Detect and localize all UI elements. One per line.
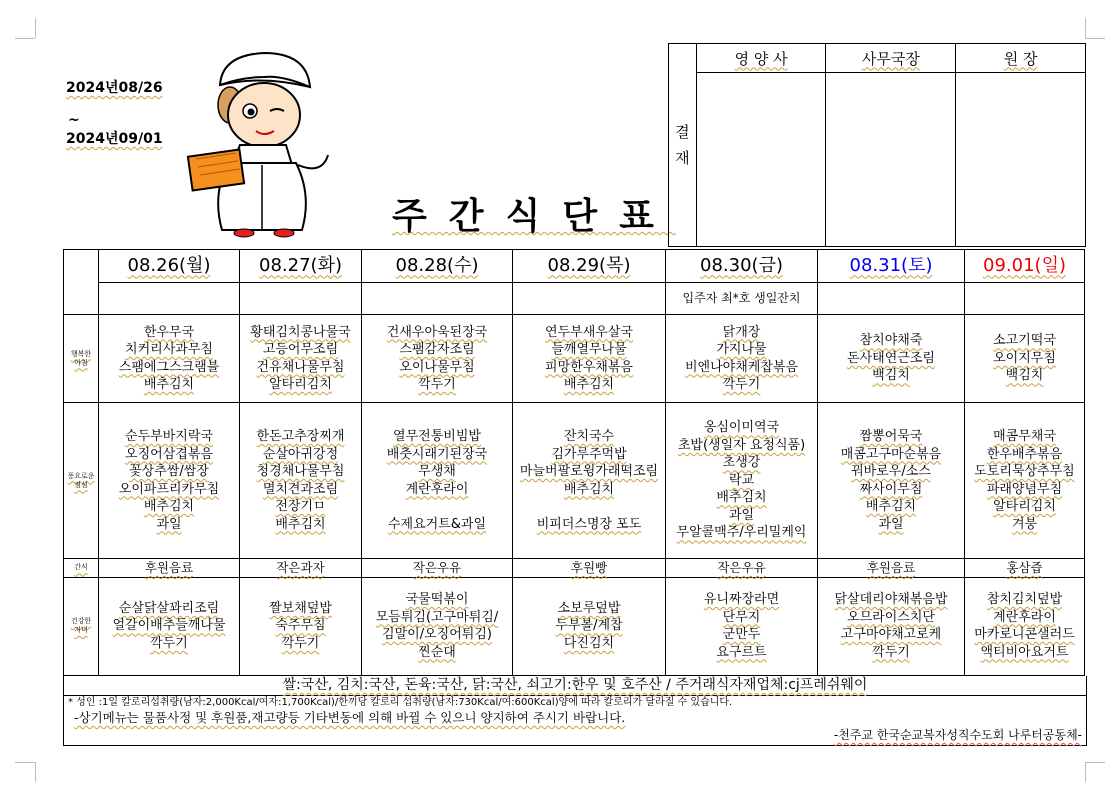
menu-item: 피망한우채볶음 (545, 359, 633, 375)
menu-cell (965, 559, 1085, 578)
menu-item: 찐순대 (418, 644, 456, 660)
menu-item: 깍두기 (418, 377, 456, 392)
event-cell: 입주자 최*호 생일잔치 (666, 283, 818, 315)
menu-item: 열무전통비빔밥 (393, 429, 481, 444)
menu-item: 수제요거트&과일 (387, 516, 487, 532)
approval-sign-box (956, 73, 1086, 247)
menu-item: 돈사태연근조림 (847, 350, 935, 366)
menu-item: 후원빵 (570, 560, 608, 575)
day-header: 08.29(목) (513, 250, 666, 283)
menu-item: 후원음료 (866, 560, 916, 575)
menu-item: 비엔나야채케찹볶음 (684, 359, 799, 375)
menu-item: 황태김치콩나물국 (250, 324, 351, 340)
menu-item: 무생채 (418, 464, 456, 479)
menu-cell (513, 577, 666, 675)
menu-item: 배추김치 (563, 377, 615, 392)
menu-cell (513, 315, 666, 403)
event-cell (240, 283, 362, 315)
approval-label-bottom: 재 (675, 149, 690, 167)
weekly-menu-table (63, 249, 1085, 676)
menu-item: 과일 (728, 507, 755, 523)
menu-item: 한돈고추장찌개 (256, 429, 345, 444)
origin-info: 쌀:국산, 김치:국산, 돈육:국산, 닭:국산, 쇠고기:한우 및 호주산 / 주거래식자재업체:cj프레쉬웨이 (64, 676, 1086, 696)
menu-item: 두부볼/계찹 (555, 618, 623, 634)
menu-cell (666, 577, 818, 675)
menu-item: 모듬튀김(고구마튀김/ (375, 609, 499, 625)
menu-item: 짤보채덮밥 (269, 600, 332, 616)
menu-item: 숙주무침 (275, 618, 326, 634)
menu-item: 순살아귀강정 (262, 446, 339, 462)
menu-item: 겨붕 (1011, 516, 1038, 532)
crop-mark (35, 18, 36, 38)
menu-item: 배추김치 (563, 481, 615, 497)
menu-item: 닭개장 (722, 324, 761, 340)
menu-item: 배추김치 (143, 499, 195, 514)
menu-item: 스팸감자조림 (399, 342, 475, 357)
signature: -천주교 한국순교복자성직수도회 나루터공동체- (833, 728, 1082, 742)
meal-row (64, 315, 1085, 403)
menu-item: 국물떡볶이 (405, 592, 469, 607)
menu-item: 소보루덮밥 (557, 600, 621, 616)
event-cell (99, 283, 240, 315)
menu-cell (99, 559, 240, 578)
crop-mark (15, 38, 35, 39)
meal-label: 풍요로운 점심 (64, 403, 99, 559)
menu-item: 다진김치 (563, 635, 615, 651)
nurse-illustration (182, 45, 342, 245)
menu-item: 오이나물무침 (399, 359, 475, 375)
menu-item: 과일 (878, 516, 904, 532)
menu-cell (240, 315, 362, 403)
event-cell (513, 283, 666, 315)
footer (63, 676, 1087, 746)
menu-item: 순두부바지락국 (125, 429, 213, 444)
day-header: 08.30(금) (666, 250, 818, 283)
menu-item: 오므라이스치단 (847, 609, 935, 625)
menu-cell (513, 559, 666, 578)
menu-item: 얼갈이배추들깨나물 (112, 618, 226, 634)
crop-mark (1085, 762, 1105, 763)
menu-cell (818, 577, 965, 675)
menu-item: 마카로니콘샐러드 (974, 627, 1075, 642)
menu-cell (240, 403, 362, 559)
menu-item: 잔치국수 (563, 429, 615, 444)
menu-item: 계란후라이 (405, 481, 469, 497)
crop-mark (1085, 18, 1086, 38)
day-header: 08.27(화) (240, 250, 362, 283)
menu-item: 홍삼즙 (1006, 560, 1043, 575)
menu-item: 김말이/오징어튀김) (382, 627, 492, 642)
crop-mark (1085, 38, 1105, 39)
menu-item: 초생강 (722, 455, 761, 471)
crop-mark (1085, 762, 1086, 782)
menu-item: 순살닭살꽈리조림 (118, 600, 220, 616)
menu-cell (818, 559, 965, 578)
menu-item: 가지나물 (716, 342, 767, 357)
menu-cell (965, 403, 1085, 559)
menu-cell (240, 577, 362, 675)
approval-sign-box (696, 73, 826, 247)
corner-cell (64, 250, 99, 315)
menu-item: 건유채나물무침 (256, 359, 345, 375)
menu-cell (818, 315, 965, 403)
menu-cell (666, 403, 818, 559)
approval-box (668, 43, 1086, 247)
menu-cell (362, 577, 513, 675)
menu-item: 건새우아욱된장국 (386, 324, 488, 340)
menu-item: 배추김치 (143, 377, 195, 392)
menu-item: 초밥(생일자 요청식품) (677, 437, 806, 453)
menu-item: 배추김치 (275, 516, 326, 532)
approval-role: 사무국장 (826, 44, 956, 73)
day-header: 08.31(토) (818, 250, 965, 283)
menu-item: 매콤무채국 (993, 429, 1056, 444)
start-date: 2024년08/26 (66, 80, 163, 96)
menu-item: 단무지 (722, 609, 761, 625)
menu-item: 오이지무침 (993, 350, 1056, 366)
menu-cell (99, 403, 240, 559)
menu-item: 비피더스명장 포도 (536, 516, 642, 532)
crop-mark (15, 762, 35, 763)
menu-item: 무알콜맥주/우리밀케익 (676, 525, 807, 541)
menu-cell (965, 315, 1085, 403)
menu-item: 스팸에그스크램블 (118, 359, 220, 375)
menu-item: 배춧시래기된장국 (386, 446, 488, 462)
menu-cell (99, 577, 240, 675)
menu-item (362, 498, 512, 516)
menu-item: 락교 (728, 472, 755, 488)
menu-cell (362, 403, 513, 559)
meal-label: 간식 (64, 559, 99, 578)
menu-item: 군만두 (722, 627, 761, 642)
meal-row (64, 577, 1085, 675)
meal-label: 행복한 아침 (64, 315, 99, 403)
menu-cell (240, 559, 362, 578)
menu-item: 김가루주먹밥 (551, 446, 627, 462)
menu-item: 소고기떡국 (993, 333, 1056, 349)
menu-item: 참치야채죽 (859, 333, 923, 349)
menu-item: 깍두기 (872, 644, 910, 660)
page-title: 주간식단표 (392, 196, 676, 237)
approval-role: 원 장 (956, 44, 1086, 73)
menu-item: 배추김치 (716, 490, 767, 506)
event-cell (965, 283, 1085, 315)
menu-item: 짜사이무침 (859, 481, 923, 497)
crop-mark (35, 762, 36, 782)
menu-item: 백김치 (1005, 368, 1044, 384)
menu-item: 오징어삼겹볶음 (125, 446, 213, 462)
menu-item: 배추김치 (865, 499, 917, 514)
menu-item: 작은우유 (717, 560, 766, 575)
menu-item: 작은우유 (412, 560, 462, 575)
approval-label (669, 44, 697, 247)
menu-item: 전장기ㅁ (275, 499, 326, 514)
menu-item: 들깨열무나물 (551, 342, 627, 357)
meal-label: 건강한 저녁 (64, 577, 99, 675)
menu-item: 도토리묵상추무침 (974, 464, 1075, 479)
menu-cell (965, 577, 1085, 675)
menu-item: 매콤고구마순볶음 (840, 446, 942, 462)
day-header: 09.01(일) (965, 250, 1085, 283)
meal-row (64, 403, 1085, 559)
menu-item: 닭살데리야채볶음밥 (834, 592, 948, 607)
date-tilde: ~ (68, 112, 80, 128)
change-note: -상기메뉴는 물품사정 및 후원품,재고량등 기타변동에 의해 바뀔 수 있으니 양지하여 주시기 바랍니다. (74, 710, 626, 725)
menu-item: 깍두기 (722, 377, 761, 392)
event-cell (818, 283, 965, 315)
menu-item: 고구마야채고로케 (840, 627, 942, 642)
menu-item: 과일 (156, 516, 182, 532)
menu-item: 파래양념무침 (986, 481, 1063, 497)
menu-item: 청경채나물무침 (256, 464, 345, 479)
menu-item: 깍두기 (281, 635, 320, 651)
day-header: 08.26(월) (99, 250, 240, 283)
menu-item: 치커리사과무침 (125, 342, 213, 357)
menu-item: 옹심이미역국 (703, 420, 780, 436)
menu-item: 한우무국 (143, 324, 195, 340)
day-header: 08.28(수) (362, 250, 513, 283)
menu-item: 참치김치덮밥 (986, 592, 1063, 607)
meal-row (64, 559, 1085, 578)
menu-cell (818, 403, 965, 559)
menu-item: 고등어무조림 (262, 342, 339, 357)
menu-item: 후원음료 (144, 560, 194, 575)
event-cell (362, 283, 513, 315)
menu-item (513, 498, 665, 516)
menu-item: 작은과자 (276, 560, 325, 575)
approval-sign-box (826, 73, 956, 247)
menu-cell (666, 315, 818, 403)
menu-cell (362, 559, 513, 578)
menu-cell (513, 403, 666, 559)
menu-item: 액티비아요거트 (980, 644, 1069, 660)
approval-label-top: 결 (675, 123, 690, 141)
menu-item: 꽃상추쌈/쌈장 (129, 464, 209, 479)
menu-item: 멸치견과조림 (262, 481, 339, 497)
menu-item: 깍두기 (150, 635, 188, 651)
menu-item: 짬뽕어묵국 (859, 429, 923, 444)
menu-item: 알타리김치 (269, 377, 332, 392)
menu-cell (362, 315, 513, 403)
menu-item: 한우배추볶음 (986, 446, 1063, 462)
menu-item: 꿔바로우/소스 (851, 464, 931, 479)
menu-item: 계란후라이 (993, 609, 1056, 625)
menu-item: 알타리김치 (993, 499, 1056, 514)
menu-item: 요구르트 (716, 644, 767, 660)
menu-item: 유니짜장라면 (703, 592, 780, 607)
menu-item: 오이파프리카무침 (118, 481, 220, 497)
menu-item: 백김치 (872, 368, 910, 384)
menu-cell (666, 559, 818, 578)
menu-item: 연두부새우살국 (545, 324, 633, 340)
menu-item: 마늘버팔로윙가래떡조림 (519, 464, 659, 479)
menu-cell (99, 315, 240, 403)
approval-role: 영 양 사 (696, 44, 826, 73)
calorie-note: * 성인 :1일 칼로리섭취량(남자:2,000Kcal/여자:1,700Kcal)/한끼당 칼로리 섭취량(남자:730Kcal/여:600Kcal)양에 따라 칼로리가 달라질 수 있습니다. (68, 697, 733, 708)
end-date: 2024년09/01 (66, 131, 163, 147)
